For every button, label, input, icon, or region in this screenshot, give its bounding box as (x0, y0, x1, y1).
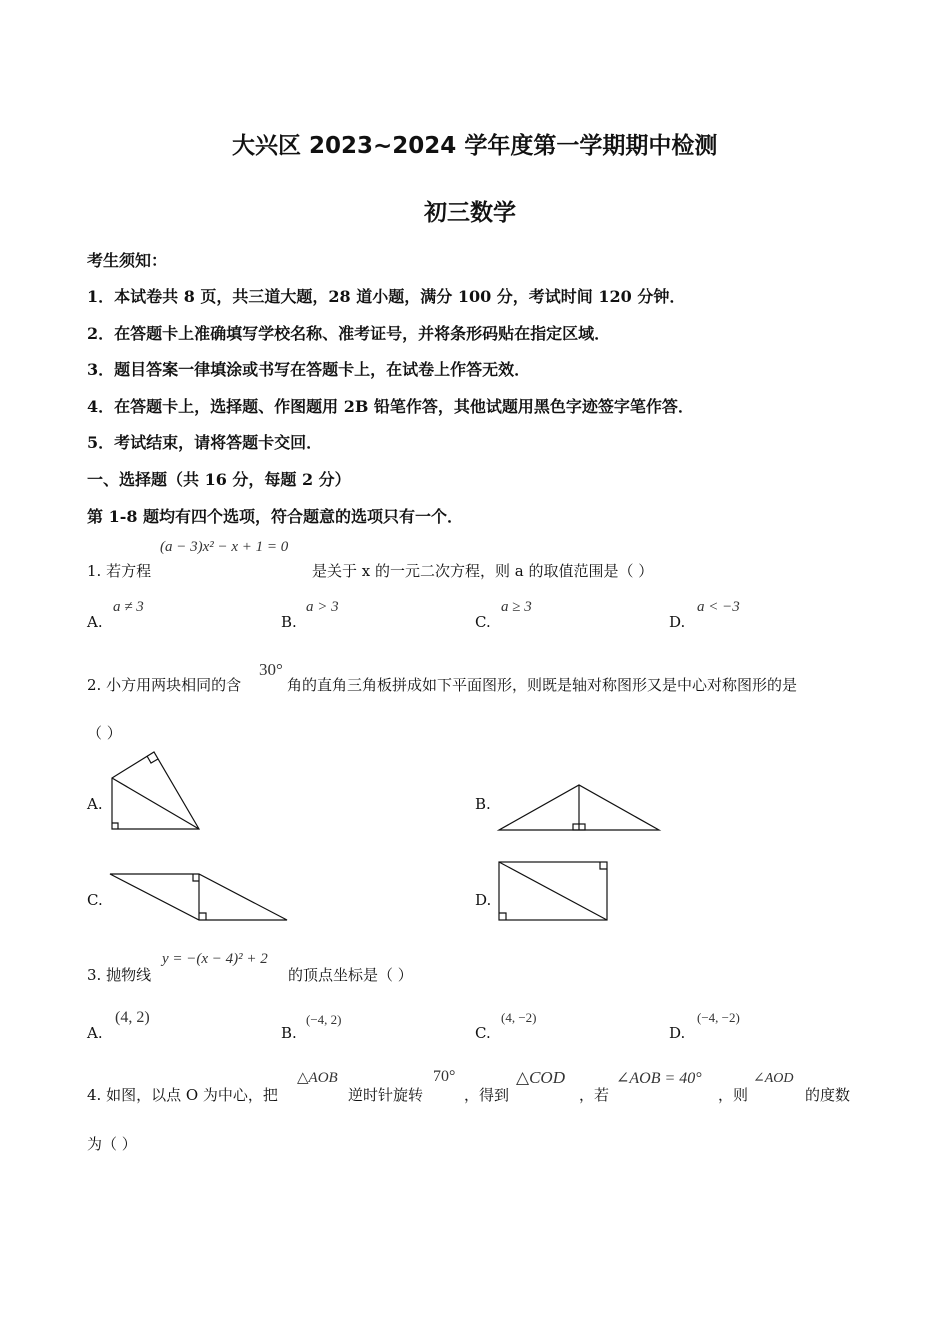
q2-paren: （ ） (87, 724, 122, 742)
q4-prefix: 4. 如图，以点 O 为中心，把 (87, 1086, 278, 1104)
notice-item: 2．在答题卡上准确填写学校名称、准考证号，并将条形码贴在指定区域． (87, 324, 611, 343)
notice-heading: 考生须知： (87, 251, 168, 270)
q2-option-b-letter: B. (475, 795, 491, 813)
q2-suffix: 角的直角三角板拼成如下平面图形，则既是轴对称图形又是中心对称图形的是 (287, 676, 798, 694)
q2-angle: 30° (259, 660, 283, 679)
q1-option-a-value: a ≠ 3 (113, 599, 144, 615)
q4-triangle-aob: △AOB (297, 1070, 338, 1086)
q3-option-a-letter: A. (87, 1024, 103, 1042)
q4-line2: 为（ ） (87, 1135, 137, 1153)
q2-figure-d-right-angle (600, 862, 607, 869)
q3-option-d-letter: D. (669, 1024, 686, 1042)
q2-figure-d-diagonal (499, 862, 607, 920)
notice-item: 3．题目答案一律填涂或书写在答题卡上，在试卷上作答无效． (87, 360, 531, 379)
q3-formula: y = −(x − 4)² + 2 (162, 951, 268, 967)
q2-option-d-letter: D. (475, 891, 492, 909)
q4-triangle-cod: △COD (516, 1068, 565, 1087)
q3-option-d-value: (−4, −2) (697, 1010, 740, 1025)
page-title: 大兴区 2023~2024 学年度第一学期期中检测 (232, 133, 718, 159)
notice-item: 5．考试结束，请将答题卡交回． (87, 433, 323, 452)
q4-if-text: ，若 (579, 1086, 610, 1104)
notice-item: 1．本试卷共 8 页，共三道大题，28 道小题，满分 100 分，考试时间 120 分钟． (87, 287, 686, 306)
q3-option-c-value: (4, −2) (501, 1010, 537, 1025)
q1-prefix: 1. 若方程 (87, 562, 152, 580)
q4-suffix: 的度数 (805, 1086, 851, 1104)
q4-get-text: ，得到 (464, 1086, 510, 1104)
q1-option-c-letter: C. (475, 613, 491, 631)
q3-suffix: 的顶点坐标是（ ） (288, 966, 413, 984)
q3-option-c-letter: C. (475, 1024, 491, 1042)
q1-formula: (a − 3)x² − x + 1 = 0 (160, 539, 289, 555)
q4-given-angle: ∠AOB = 40° (616, 1070, 702, 1087)
q1-option-b-letter: B. (281, 613, 297, 631)
q4-rotate-text: 逆时针旋转 (348, 1086, 424, 1104)
q2-figure-d-right-angle (499, 913, 506, 920)
q3-option-b-letter: B. (281, 1024, 297, 1042)
section-instruction: 第 1-8 题均有四个选项，符合题意的选项只有一个． (87, 507, 464, 526)
q4-target-angle: ∠AOD (753, 1071, 794, 1086)
notice-item: 4．在答题卡上，选择题、作图题用 2B 铅笔作答，其他试题用黑色字迹签字笔作答． (87, 397, 694, 416)
q2-option-c-letter: C. (87, 891, 103, 909)
q1-option-d-letter: D. (669, 613, 686, 631)
q1-option-c-value: a ≥ 3 (501, 599, 532, 615)
q4-angle: 70° (433, 1068, 456, 1085)
q1-option-b-value: a > 3 (306, 599, 339, 615)
q4-then-text: ，则 (718, 1086, 749, 1104)
q1-option-a-letter: A. (87, 613, 103, 631)
q2-prefix: 2. 小方用两块相同的含 (87, 676, 242, 694)
q3-option-a-value: (4, 2) (115, 1009, 150, 1026)
q3-prefix: 3. 抛物线 (87, 966, 152, 984)
q3-option-b-value: (−4, 2) (306, 1012, 342, 1027)
q2-option-a-letter: A. (87, 795, 103, 813)
q1-suffix: 是关于 x 的一元二次方程，则 a 的取值范围是（ ） (312, 562, 654, 580)
section-heading: 一、选择题（共 16 分，每题 2 分） (87, 470, 351, 489)
page-subtitle: 初三数学 (424, 200, 516, 226)
q1-option-d-value: a < −3 (697, 599, 740, 615)
